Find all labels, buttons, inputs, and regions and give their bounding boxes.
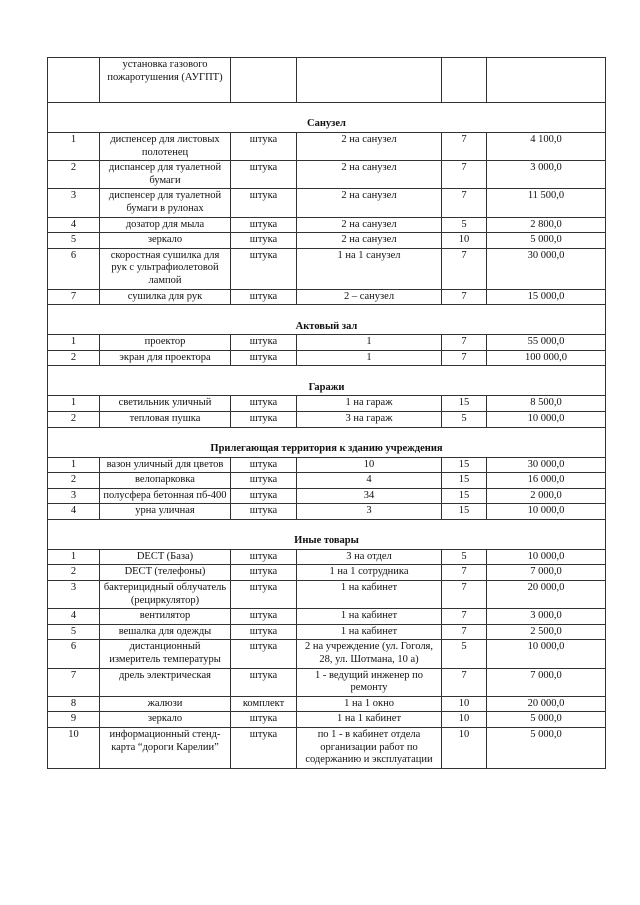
quantity-cell: 1 на кабинет — [297, 609, 442, 625]
item-name-cell: вентилятор — [100, 609, 231, 625]
unit-cell: штука — [231, 473, 297, 489]
table-row — [48, 350, 606, 366]
item-name-cell: жалюзи — [100, 696, 231, 712]
price-cell: 20 000,0 — [487, 581, 606, 609]
term-cell: 7 — [442, 624, 487, 640]
price-cell: 2 800,0 — [487, 217, 606, 233]
section-header — [48, 305, 606, 335]
quantity-cell: 2 на санузел — [297, 189, 442, 217]
term-cell: 15 — [442, 504, 487, 520]
item-name-cell: DECT (База) — [100, 549, 231, 565]
term-cell: 7 — [442, 565, 487, 581]
quantity-cell: 1 — [297, 350, 442, 366]
goods-table — [47, 57, 606, 769]
term-cell: 5 — [442, 217, 487, 233]
unit-cell: штука — [231, 668, 297, 696]
item-name-cell: дрель электрическая — [100, 668, 231, 696]
row-number-cell: 10 — [48, 728, 100, 769]
unit-cell: штука — [231, 289, 297, 305]
row-number-cell: 1 — [48, 396, 100, 412]
unit-cell: штука — [231, 396, 297, 412]
table-row — [48, 473, 606, 489]
table-row — [48, 565, 606, 581]
term-cell: 5 — [442, 640, 487, 668]
unit-cell: штука — [231, 712, 297, 728]
quantity-cell — [297, 58, 442, 103]
section-title: Иные товары — [48, 519, 606, 549]
table-row — [48, 504, 606, 520]
unit-cell: штука — [231, 457, 297, 473]
quantity-cell: 1 на кабинет — [297, 581, 442, 609]
row-number-cell: 4 — [48, 217, 100, 233]
unit-cell: штука — [231, 624, 297, 640]
table-row — [48, 712, 606, 728]
row-number-cell: 7 — [48, 289, 100, 305]
price-cell: 20 000,0 — [487, 696, 606, 712]
term-cell: 7 — [442, 350, 487, 366]
item-name-cell: дозатор для мыла — [100, 217, 231, 233]
row-number-cell: 4 — [48, 504, 100, 520]
table-row — [48, 457, 606, 473]
section-header — [48, 427, 606, 457]
price-cell: 10 000,0 — [487, 504, 606, 520]
row-number-cell: 2 — [48, 350, 100, 366]
table-row — [48, 488, 606, 504]
quantity-cell: 4 — [297, 473, 442, 489]
row-number-cell: 2 — [48, 565, 100, 581]
table-row — [48, 728, 606, 769]
row-number-cell: 6 — [48, 640, 100, 668]
price-cell: 30 000,0 — [487, 248, 606, 289]
quantity-cell: 1 на 1 санузел — [297, 248, 442, 289]
table-row — [48, 233, 606, 249]
price-cell: 3 000,0 — [487, 161, 606, 189]
table-row — [48, 581, 606, 609]
quantity-cell: 1 на гараж — [297, 396, 442, 412]
table-row — [48, 396, 606, 412]
price-cell: 11 500,0 — [487, 189, 606, 217]
row-number-cell: 5 — [48, 624, 100, 640]
table-row — [48, 161, 606, 189]
unit-cell: штука — [231, 728, 297, 769]
quantity-cell: 3 на гараж — [297, 411, 442, 427]
item-name-cell: зеркало — [100, 712, 231, 728]
price-cell: 2 000,0 — [487, 488, 606, 504]
quantity-cell: по 1 - в кабинет отдела организации работ по содержанию и эксплуатации — [297, 728, 442, 769]
unit-cell: штука — [231, 161, 297, 189]
section-title: Гаражи — [48, 366, 606, 396]
price-cell: 8 500,0 — [487, 396, 606, 412]
unit-cell: штука — [231, 335, 297, 351]
table-row — [48, 696, 606, 712]
term-cell: 7 — [442, 189, 487, 217]
row-number-cell: 6 — [48, 248, 100, 289]
quantity-cell: 2 на санузел — [297, 217, 442, 233]
price-cell: 16 000,0 — [487, 473, 606, 489]
term-cell: 15 — [442, 457, 487, 473]
unit-cell: штука — [231, 411, 297, 427]
row-number-cell: 2 — [48, 473, 100, 489]
row-number-cell: 1 — [48, 549, 100, 565]
section-header — [48, 519, 606, 549]
row-number-cell: 3 — [48, 488, 100, 504]
term-cell: 10 — [442, 696, 487, 712]
term-cell: 5 — [442, 549, 487, 565]
term-cell: 15 — [442, 473, 487, 489]
quantity-cell: 3 — [297, 504, 442, 520]
price-cell: 5 000,0 — [487, 712, 606, 728]
term-cell: 5 — [442, 411, 487, 427]
quantity-cell: 1 на 1 сотрудника — [297, 565, 442, 581]
quantity-cell: 1 - ведущий инженер по ремонту — [297, 668, 442, 696]
price-cell: 4 100,0 — [487, 133, 606, 161]
unit-cell: штука — [231, 581, 297, 609]
term-cell: 15 — [442, 396, 487, 412]
table-row — [48, 289, 606, 305]
section-title: Прилегающая территория к зданию учреждения — [48, 427, 606, 457]
table-row — [48, 58, 606, 103]
item-name-cell: информационный стенд-карта “дороги Карелии” — [100, 728, 231, 769]
table-row — [48, 189, 606, 217]
section-title: Санузел — [48, 103, 606, 133]
row-number-cell — [48, 58, 100, 103]
term-cell: 7 — [442, 248, 487, 289]
row-number-cell: 1 — [48, 133, 100, 161]
table-row — [48, 411, 606, 427]
term-cell: 10 — [442, 712, 487, 728]
price-cell: 10 000,0 — [487, 549, 606, 565]
unit-cell: штука — [231, 248, 297, 289]
table-row — [48, 133, 606, 161]
term-cell: 7 — [442, 335, 487, 351]
section-header — [48, 366, 606, 396]
row-number-cell: 3 — [48, 581, 100, 609]
row-number-cell: 2 — [48, 411, 100, 427]
item-name-cell: установка газового пожаротушения (АУГПТ) — [100, 58, 231, 103]
term-cell — [442, 58, 487, 103]
unit-cell: штука — [231, 233, 297, 249]
quantity-cell: 3 на отдел — [297, 549, 442, 565]
unit-cell: штука — [231, 640, 297, 668]
item-name-cell: полусфера бетонная пб-400 — [100, 488, 231, 504]
quantity-cell: 1 — [297, 335, 442, 351]
term-cell: 7 — [442, 289, 487, 305]
item-name-cell: велопарковка — [100, 473, 231, 489]
item-name-cell: вазон уличный для цветов — [100, 457, 231, 473]
price-cell: 30 000,0 — [487, 457, 606, 473]
unit-cell: штука — [231, 504, 297, 520]
item-name-cell: бактерицидный облучатель (рециркулятор) — [100, 581, 231, 609]
row-number-cell: 3 — [48, 189, 100, 217]
price-cell: 10 000,0 — [487, 411, 606, 427]
quantity-cell: 1 на 1 окно — [297, 696, 442, 712]
unit-cell: штука — [231, 350, 297, 366]
item-name-cell: дистанционный измеритель температуры — [100, 640, 231, 668]
table-row — [48, 335, 606, 351]
term-cell: 15 — [442, 488, 487, 504]
term-cell: 7 — [442, 609, 487, 625]
unit-cell: штука — [231, 189, 297, 217]
row-number-cell: 4 — [48, 609, 100, 625]
price-cell — [487, 58, 606, 103]
unit-cell: штука — [231, 549, 297, 565]
unit-cell: штука — [231, 217, 297, 233]
term-cell: 10 — [442, 233, 487, 249]
unit-cell: штука — [231, 133, 297, 161]
table-row — [48, 668, 606, 696]
table-row — [48, 640, 606, 668]
unit-cell: комплект — [231, 696, 297, 712]
term-cell: 10 — [442, 728, 487, 769]
price-cell: 7 000,0 — [487, 565, 606, 581]
quantity-cell: 34 — [297, 488, 442, 504]
table-row — [48, 248, 606, 289]
quantity-cell: 1 на кабинет — [297, 624, 442, 640]
section-title: Актовый зал — [48, 305, 606, 335]
row-number-cell: 1 — [48, 457, 100, 473]
price-cell: 3 000,0 — [487, 609, 606, 625]
price-cell: 15 000,0 — [487, 289, 606, 305]
quantity-cell: 10 — [297, 457, 442, 473]
item-name-cell: вешалка для одежды — [100, 624, 231, 640]
term-cell: 7 — [442, 161, 487, 189]
unit-cell: штука — [231, 565, 297, 581]
price-cell: 100 000,0 — [487, 350, 606, 366]
unit-cell — [231, 58, 297, 103]
unit-cell: штука — [231, 609, 297, 625]
item-name-cell: экран для проектора — [100, 350, 231, 366]
item-name-cell: сушилка для рук — [100, 289, 231, 305]
row-number-cell: 9 — [48, 712, 100, 728]
item-name-cell: диспенсер для туалетной бумаги в рулонах — [100, 189, 231, 217]
quantity-cell: 2 на санузел — [297, 233, 442, 249]
unit-cell: штука — [231, 488, 297, 504]
price-cell: 10 000,0 — [487, 640, 606, 668]
item-name-cell: тепловая пушка — [100, 411, 231, 427]
table-row — [48, 549, 606, 565]
quantity-cell: 2 – санузел — [297, 289, 442, 305]
quantity-cell: 1 на 1 кабинет — [297, 712, 442, 728]
row-number-cell: 2 — [48, 161, 100, 189]
item-name-cell: урна уличная — [100, 504, 231, 520]
price-cell: 7 000,0 — [487, 668, 606, 696]
price-cell: 5 000,0 — [487, 233, 606, 249]
table-row — [48, 609, 606, 625]
item-name-cell: DECT (телефоны) — [100, 565, 231, 581]
quantity-cell: 2 на учреждение (ул. Гоголя, 28, ул. Шотмана, 10 а) — [297, 640, 442, 668]
quantity-cell: 2 на санузел — [297, 133, 442, 161]
price-cell: 5 000,0 — [487, 728, 606, 769]
table-row — [48, 624, 606, 640]
term-cell: 7 — [442, 581, 487, 609]
item-name-cell: светильник уличный — [100, 396, 231, 412]
term-cell: 7 — [442, 133, 487, 161]
section-header — [48, 103, 606, 133]
item-name-cell: проектор — [100, 335, 231, 351]
price-cell: 55 000,0 — [487, 335, 606, 351]
row-number-cell: 1 — [48, 335, 100, 351]
item-name-cell: зеркало — [100, 233, 231, 249]
item-name-cell: скоростная сушилка для рук с ультрафиолетовой лампой — [100, 248, 231, 289]
term-cell: 7 — [442, 668, 487, 696]
item-name-cell: диспенсер для листовых полотенец — [100, 133, 231, 161]
item-name-cell: диспансер для туалетной бумаги — [100, 161, 231, 189]
table-row — [48, 217, 606, 233]
price-cell: 2 500,0 — [487, 624, 606, 640]
row-number-cell: 7 — [48, 668, 100, 696]
quantity-cell: 2 на санузел — [297, 161, 442, 189]
row-number-cell: 5 — [48, 233, 100, 249]
row-number-cell: 8 — [48, 696, 100, 712]
